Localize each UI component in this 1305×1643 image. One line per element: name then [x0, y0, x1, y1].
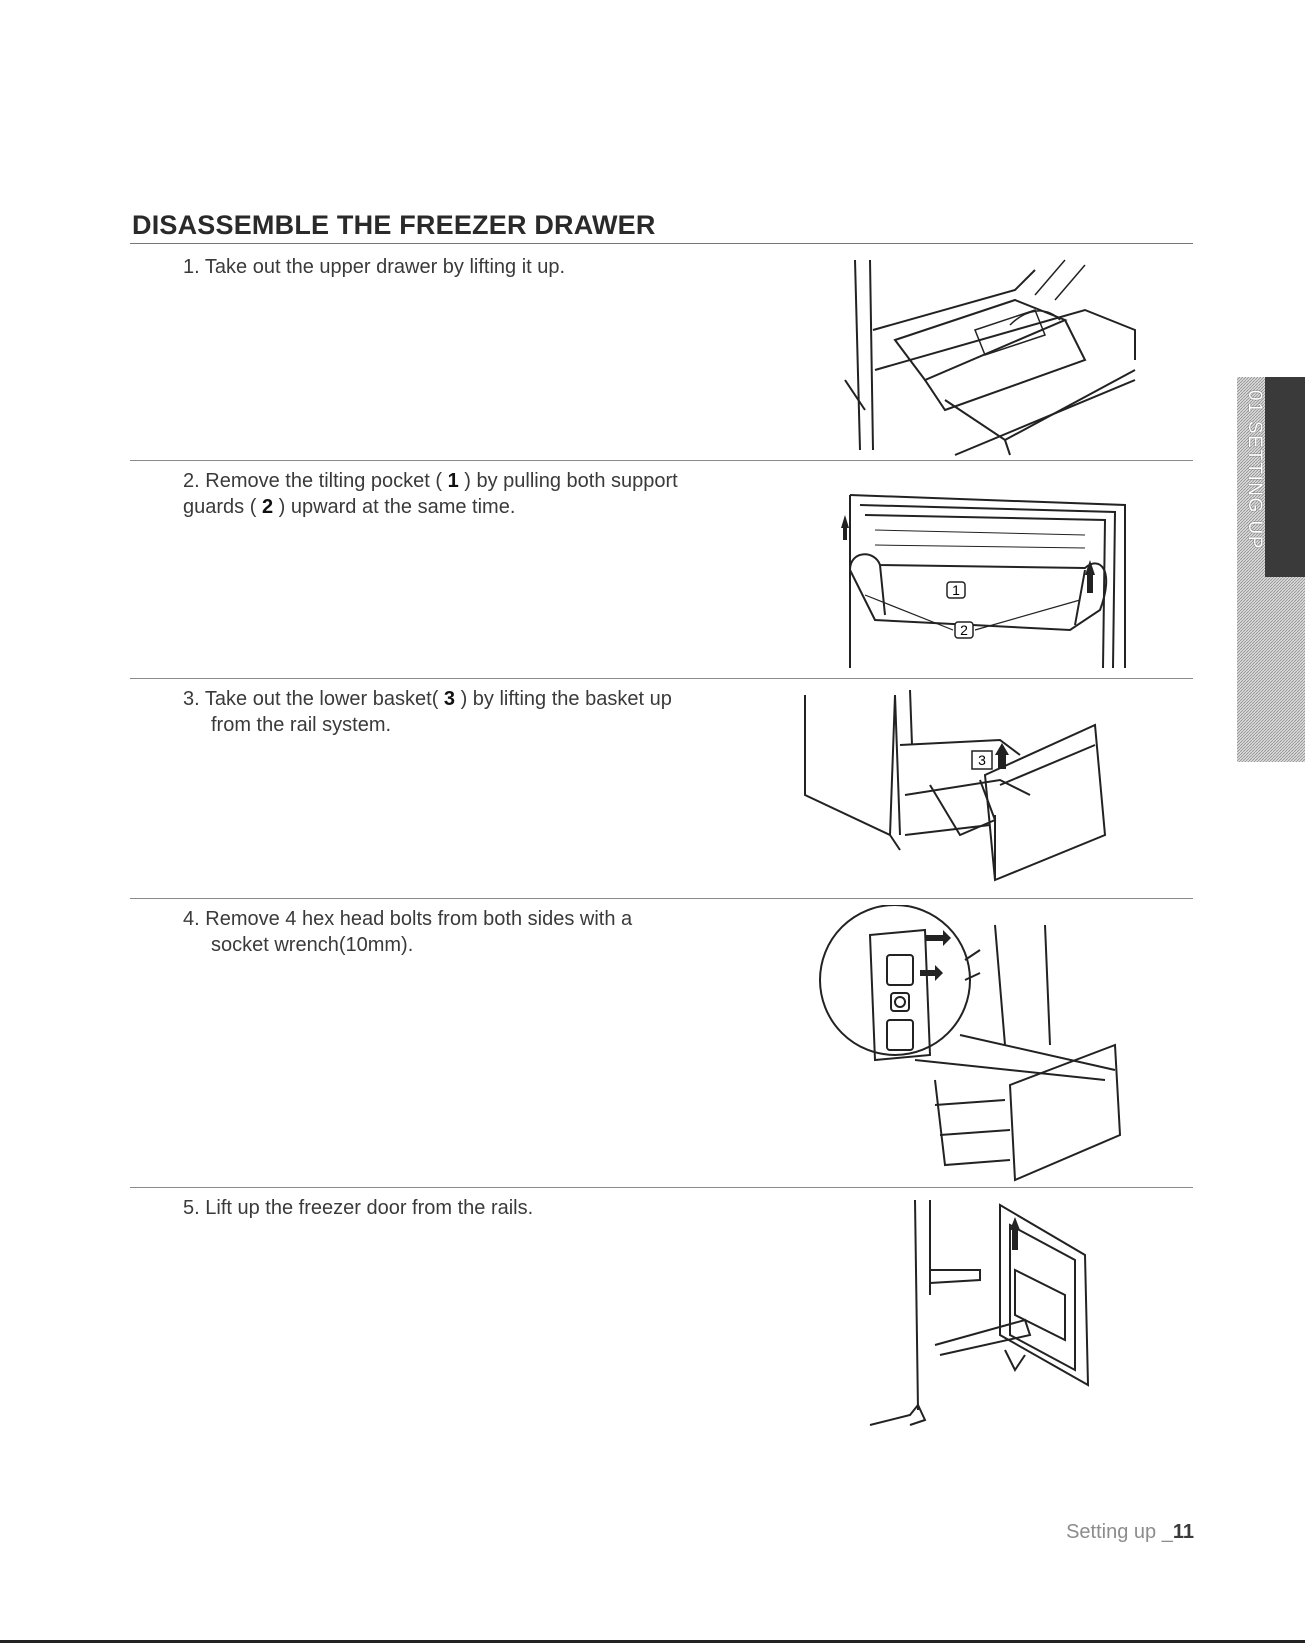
step-text-part: from the rail system. — [211, 714, 392, 736]
step-divider — [130, 898, 1193, 899]
lower-basket-illustration — [800, 685, 1120, 890]
step-text-line: Lift up the freezer door from the rails. — [205, 1197, 534, 1219]
chapter-tab-label: 01 SETTING UP — [1244, 390, 1265, 550]
step-text-part: Take out the lower basket( — [204, 688, 444, 710]
step-number: 1. — [183, 256, 200, 278]
step-3 — [183, 686, 743, 738]
footer-label: Setting up _ — [1066, 1521, 1173, 1543]
step-divider — [130, 460, 1193, 461]
hex-bolts-illustration — [815, 905, 1125, 1185]
step-number: 2. — [183, 470, 200, 492]
step-4 — [183, 906, 743, 958]
callout-ref: 2 — [261, 496, 274, 518]
step-text-part: Remove the tilting pocket ( — [205, 470, 448, 492]
step-number: 4. — [183, 908, 200, 930]
step-text-line: socket wrench(10mm). — [211, 934, 414, 956]
title-divider — [130, 243, 1193, 244]
callout-ref: 3 — [443, 688, 456, 710]
step-divider — [130, 1187, 1193, 1188]
step-text-part: ) by lifting the basket up — [455, 688, 672, 710]
page-footer — [1066, 1521, 1194, 1544]
step-text-line: Take out the upper drawer by lifting it up. — [204, 256, 566, 278]
step-divider — [130, 678, 1193, 679]
step-text-part: guards ( — [183, 496, 262, 518]
step-5 — [183, 1195, 743, 1221]
step-text-line: Remove 4 hex head bolts from both sides with a — [205, 908, 633, 930]
step-number: 3. — [183, 688, 200, 710]
upper-drawer-illustration — [835, 250, 1145, 460]
tilting-pocket-illustration — [835, 490, 1135, 670]
step-2 — [183, 468, 743, 520]
page-title: DISASSEMBLE THE FREEZER DRAWER — [132, 210, 656, 240]
step-number: 5. — [183, 1197, 200, 1219]
callout-number-2: 2 — [960, 622, 968, 638]
freezer-door-illustration — [850, 1195, 1100, 1435]
callout-number-1: 1 — [952, 582, 960, 598]
callout-ref: 1 — [447, 470, 459, 492]
page-number: 11 — [1172, 1521, 1194, 1543]
step-text-part: ) upward at the same time. — [273, 496, 516, 518]
step-text-part: ) by pulling both support — [458, 470, 678, 492]
step-1 — [183, 254, 743, 280]
callout-number-3: 3 — [978, 752, 986, 768]
